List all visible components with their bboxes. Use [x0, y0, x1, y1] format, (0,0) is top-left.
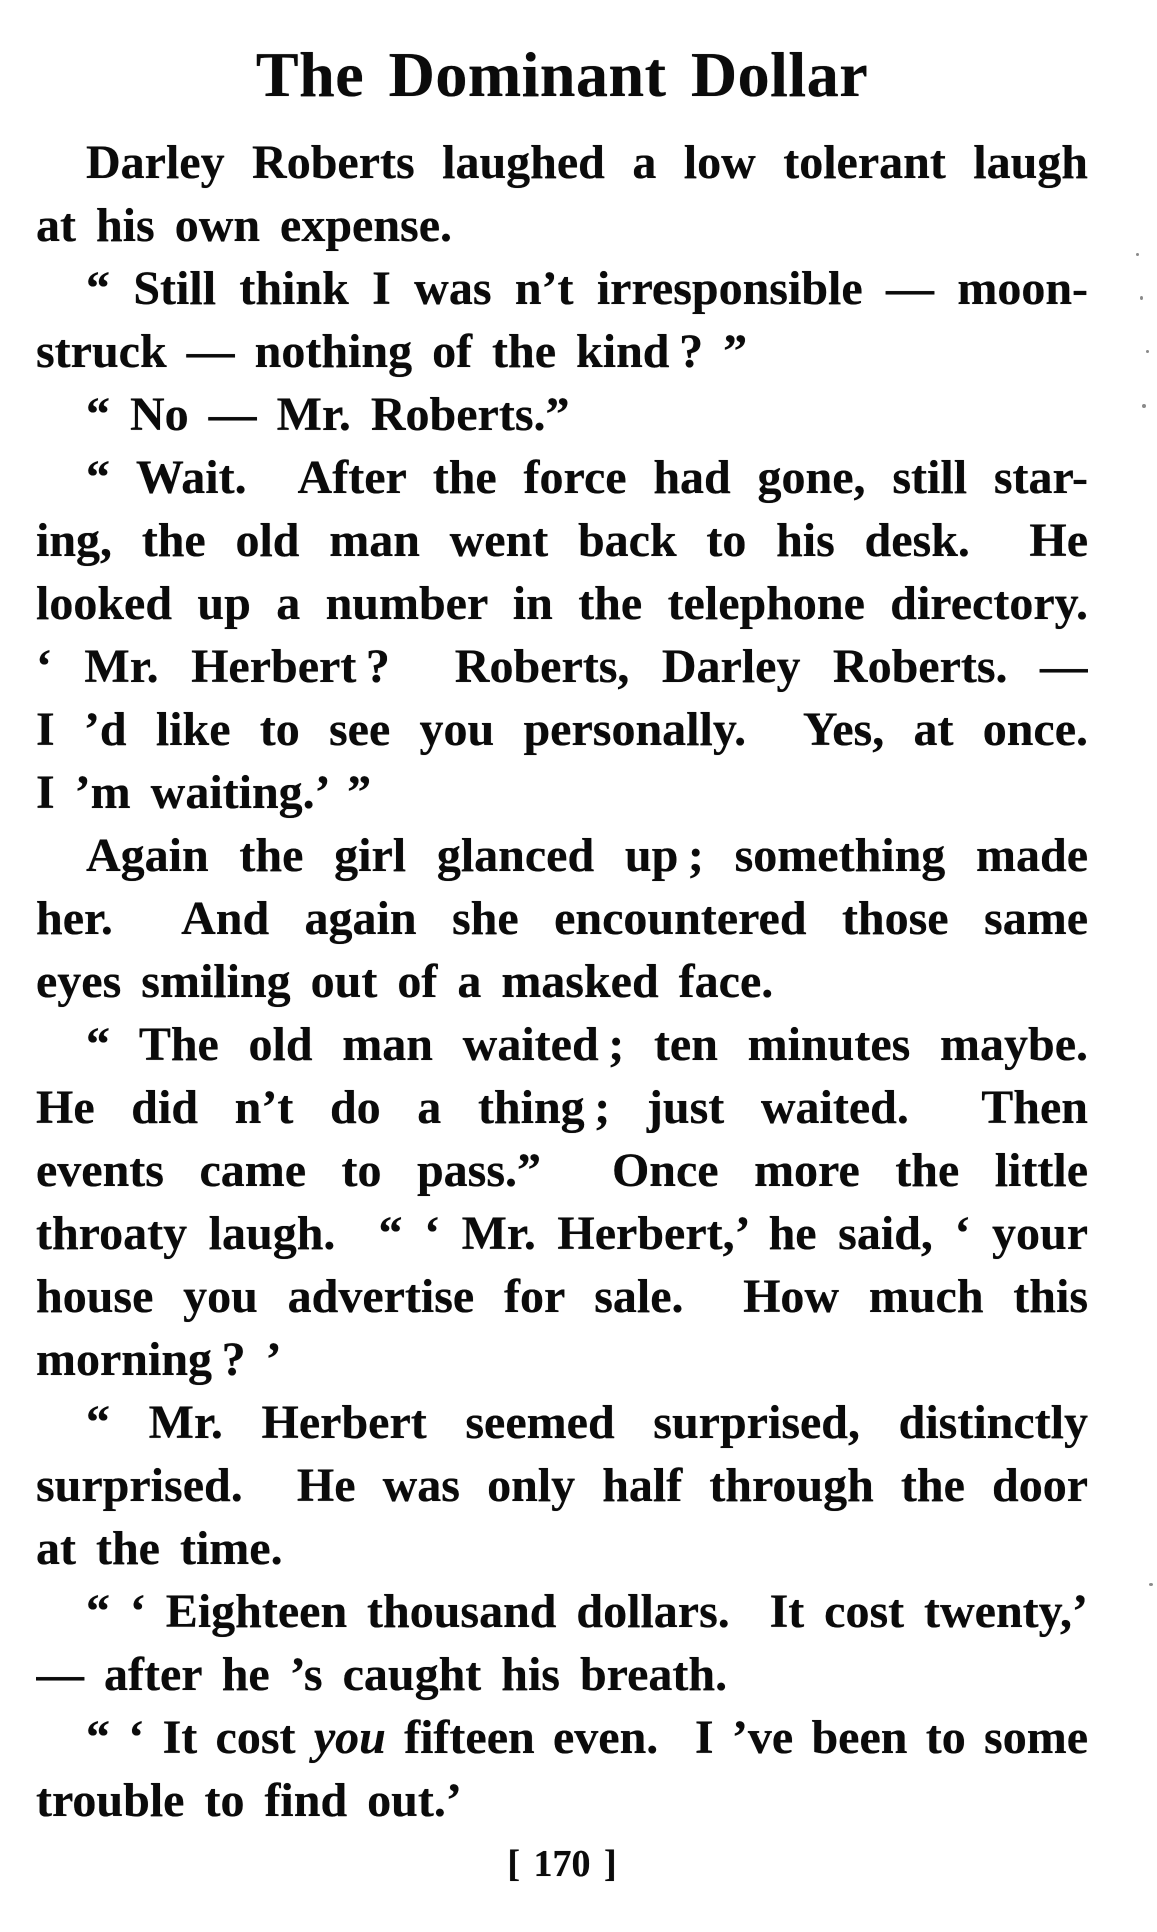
- text-line: I ’m waiting.’ ”: [36, 766, 372, 819]
- text-line: “ The old man waited ; ten minutes maybe.: [86, 1018, 1088, 1071]
- text-line: ing, the old man went back to his desk. He: [36, 514, 1088, 567]
- text-line: “ Mr. Herbert seemed surprised, distinctly: [86, 1396, 1088, 1449]
- text-line: “ ‘ It cost you fifteen even. I ’ve been to some: [86, 1711, 1088, 1764]
- text-line: events came to pass.” Once more the little: [36, 1144, 1088, 1197]
- page-number: [ 170 ]: [507, 1843, 617, 1885]
- text-line: “ ‘ Eighteen thousand dollars. It cost twenty,’: [86, 1585, 1088, 1638]
- scan-speck: [1146, 350, 1149, 353]
- scan-speck: [1142, 404, 1146, 408]
- text-line: at his own expense.: [36, 199, 453, 252]
- page-title: The Dominant Dollar: [255, 39, 869, 110]
- text-line: surprised. He was only half through the door: [36, 1459, 1088, 1512]
- scan-speck: [1149, 1583, 1153, 1586]
- text-line: looked up a number in the telephone directory.: [36, 577, 1088, 630]
- text-block: [36, 131, 1088, 1832]
- text-line: Darley Roberts laughed a low tolerant laugh: [86, 136, 1088, 189]
- text-line: He did n’t do a thing ; just waited. Then: [36, 1081, 1088, 1134]
- text-line: struck — nothing of the kind ? ”: [36, 325, 748, 378]
- scan-speck: [1136, 253, 1139, 256]
- text-line: trouble to find out.’: [36, 1774, 462, 1827]
- text-line: I ’d like to see you personally. Yes, at once.: [36, 703, 1088, 756]
- text-line: — after he ’s caught his breath.: [36, 1648, 728, 1701]
- text-line: eyes smiling out of a masked face.: [36, 955, 774, 1008]
- text-line: her. And again she encountered those same: [36, 892, 1088, 945]
- text-line: house you advertise for sale. How much this: [36, 1270, 1088, 1323]
- text-line: “ No — Mr. Roberts.”: [86, 388, 570, 441]
- text-line: “ Wait. After the force had gone, still star-: [86, 451, 1088, 504]
- text-line: ‘ Mr. Herbert ? Roberts, Darley Roberts. —: [36, 640, 1088, 693]
- text-line: “ Still think I was n’t irresponsible — moon-: [86, 262, 1088, 315]
- scan-speck: [1140, 296, 1143, 300]
- text-line: at the time.: [36, 1522, 283, 1575]
- text-line: morning ? ’: [36, 1333, 282, 1386]
- text-line: throaty laugh. “ ‘ Mr. Herbert,’ he said, ‘ your: [36, 1207, 1088, 1260]
- text-line: Again the girl glanced up ; something made: [86, 829, 1088, 882]
